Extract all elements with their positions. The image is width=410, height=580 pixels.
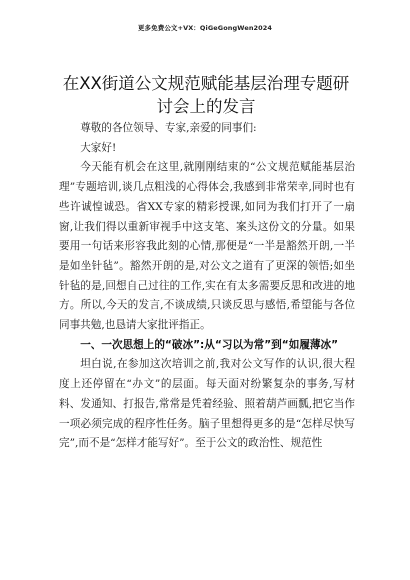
paragraph-2: 坦白说,在参加这次培训之前,我对公文写作的认识,很大程度上还停留在“办文”的层面。每天面对纷繁复杂的事务,写材料、发通知、打报告,常常是凭着经验、照着葫芦画瓢,把它当作一项必须完成的程序性任务。脑子里想得更多的是“怎样尽快写完”,而不是“怎样才能写好”。至于公文的政治性、规范性	[59, 358, 355, 450]
section-1-heading: 一、一次思想上的“破冰”:从“习以为常”到“如履薄冰”	[80, 338, 339, 351]
document-title: 在XX街道公文规范赋能基层治理专题研讨会上的发言	[62, 74, 350, 116]
salutation: 尊敬的各位领导、专家,亲爱的同事们:	[80, 122, 257, 134]
paragraph-1: 今天能有机会在这里,就刚刚结束的“公文规范赋能基层治理”专题培训,谈几点粗浅的心得体会,我感到非常荣幸,同时也有些许诚惶诚恐。省XX专家的精彩授课,如同为我们打开了一扇窗,让我们得以重新审视手中这支笔、案头这份文的分量。如果要用一句话来形容我此刻的心情,那便是“一半是豁然开朗,一半是如坐针毡”。豁然开朗的是,对公文之道有了更深的领悟;如坐针毡的是,回想自己过往的工作,实在有太多需要反思和改进的地方。所以,今天的发言,不谈成绩,只谈反思与感悟,希望能与各位同事共勉,也恳请大家批评指正。	[59, 161, 355, 332]
header-watermark: 更多免费公文+VX：QiGeGongWen2024	[137, 24, 273, 32]
document-body	[59, 119, 355, 454]
greeting: 大家好!	[80, 141, 117, 154]
